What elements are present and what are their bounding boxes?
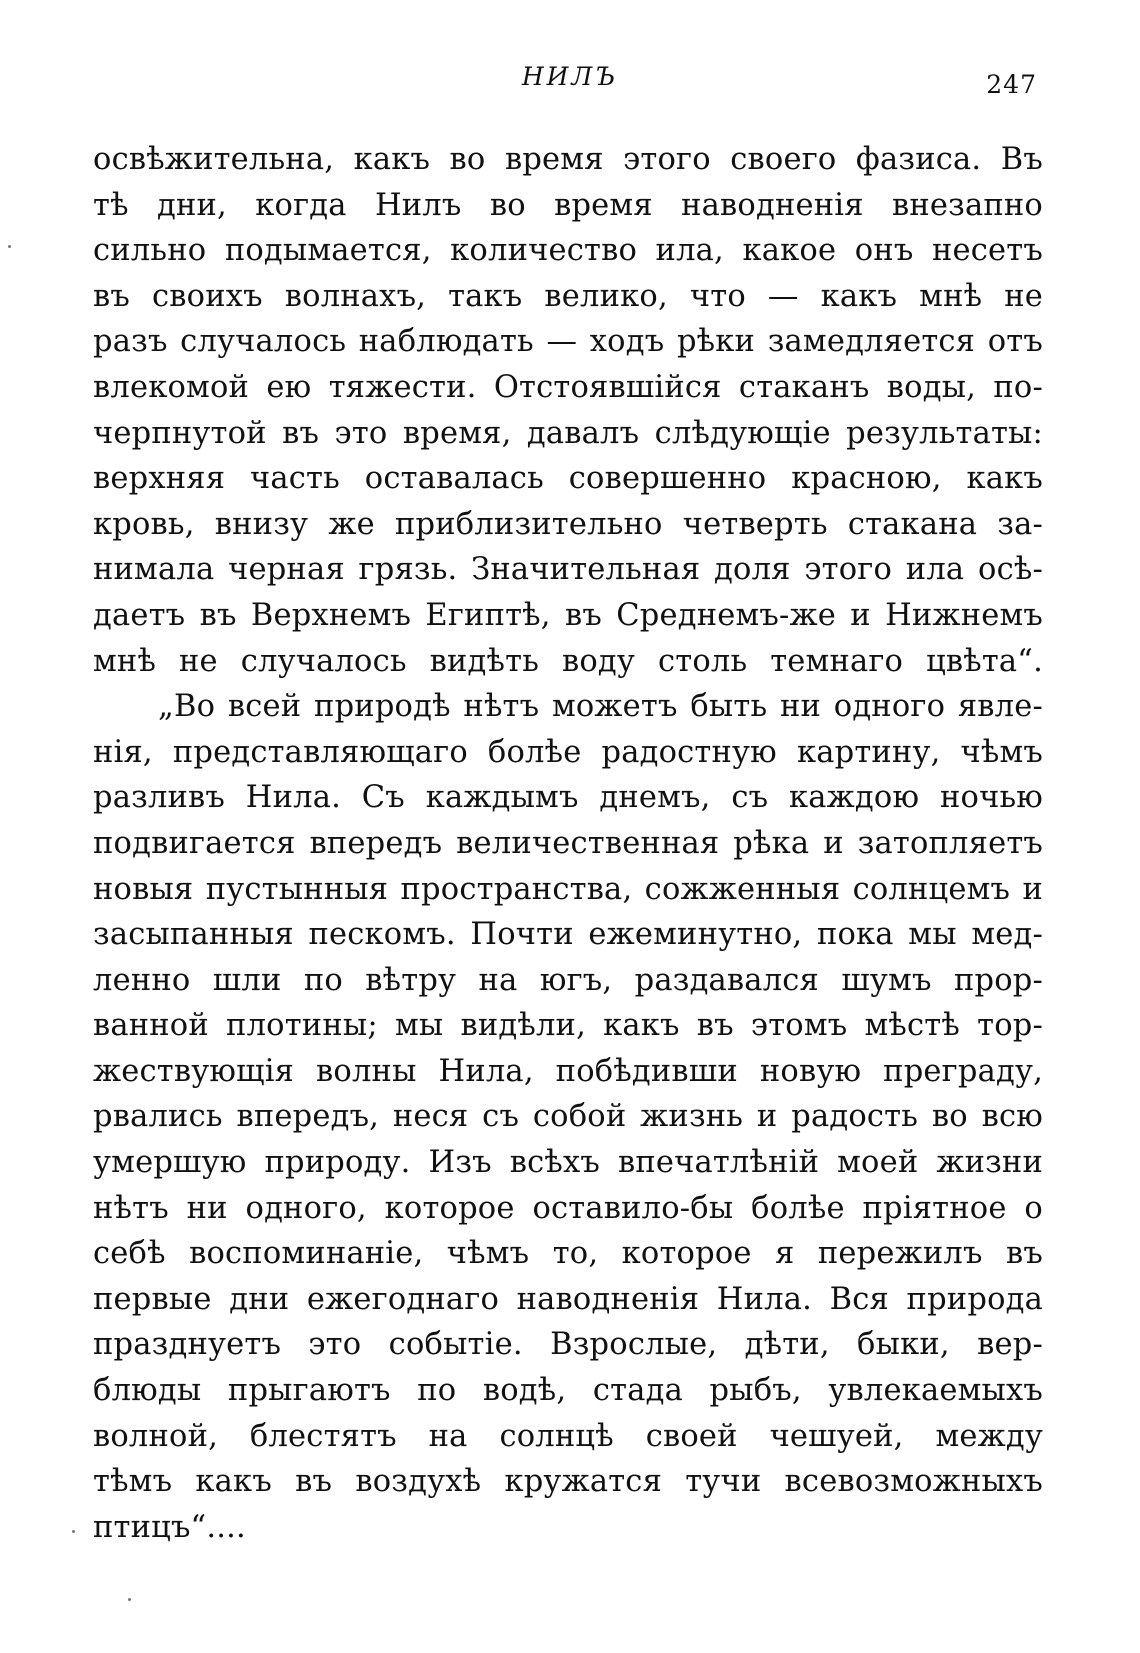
text-line: рвались впередъ, неся съ собой жизнь и радость во всю (93, 1099, 1043, 1135)
text-line: освѣжительна, какъ во время этого своего фазиса. Въ (93, 142, 1043, 177)
text-line: ванной плотины; мы видѣли, какъ въ этомъ мѣстѣ тор- (93, 1008, 1043, 1044)
text-line: блюды прыгаютъ по водѣ, стада рыбъ, увлекаемыхъ (93, 1373, 1043, 1409)
text-line: подвигается впередъ величественная рѣка и затопляетъ (93, 825, 1043, 861)
running-head (0, 62, 1140, 102)
text-line: себѣ воспоминаніе, чѣмъ то, которое я пережилъ въ (93, 1236, 1043, 1272)
text-line: тѣмъ какъ въ воздухѣ кружатся тучи всевозможныхъ (93, 1464, 1043, 1500)
text-line: нѣтъ ни одного, которое оставило-бы болѣе пріятное о (93, 1190, 1043, 1226)
running-title: НИЛЪ (521, 62, 619, 91)
text-line: разливъ Нила. Съ каждымъ днемъ, съ каждою ночью (93, 780, 1043, 816)
text-line: жествующія волны Нила, побѣдивши новую преграду, (93, 1053, 1043, 1089)
text-line: нія, представляющаго болѣе радостную картину, чѣмъ (93, 734, 1043, 770)
text-line: мнѣ не случалось видѣть воду столь темнаго цвѣта“. (93, 643, 1043, 679)
text-line: празднуетъ это событіе. Взрослые, дѣти, быки, вер- (93, 1327, 1043, 1363)
page-number: 247 (986, 70, 1037, 99)
text-line: умершую природу. Изъ всѣхъ впечатлѣній моей жизни (93, 1145, 1043, 1181)
text-line-last: птицъ“.... (93, 1509, 246, 1545)
text-line: разъ случалось наблюдать — ходъ рѣки замедляется отъ (93, 324, 1043, 360)
text-line: даетъ въ Верхнемъ Египтѣ, въ Среднемъ-же и Нижнемъ (93, 597, 1043, 633)
text-line: въ своихъ волнахъ, такъ велико, что — какъ мнѣ не (93, 278, 1043, 314)
paper-speck (8, 245, 11, 248)
text-line: новыя пустынныя пространства, сожженныя солнцемъ и (93, 871, 1043, 907)
body-text (93, 137, 1043, 1550)
text-line: черпнутой въ это время, давалъ слѣдующіе результаты: (93, 415, 1043, 451)
text-line: первые дни ежегоднаго наводненія Нила. Вся природа (93, 1281, 1043, 1317)
paper-speck (128, 1598, 131, 1601)
text-line: нимала черная грязь. Значительная доля этого ила осѣ- (93, 552, 1043, 588)
text-line: сильно подымается, количество ила, какое онъ несетъ (93, 233, 1043, 269)
text-line: кровь, внизу же приблизительно четверть стакана за- (93, 506, 1043, 542)
paragraph-first-line: „Во всей природѣ нѣтъ можетъ быть ни одного явле- (158, 689, 1043, 725)
text-line: влекомой ею тяжести. Отстоявшійся стаканъ воды, по- (93, 369, 1043, 405)
text-line: волной, блестятъ на солнцѣ своей чешуей, между (93, 1418, 1043, 1454)
text-line: ленно шли по вѣтру на югъ, раздавался шумъ прор- (93, 962, 1043, 998)
text-line: засыпанныя пескомъ. Почти ежеминутно, пока мы мед- (93, 917, 1043, 953)
paper-speck (72, 1530, 75, 1533)
text-line: верхняя часть оставалась совершенно красною, какъ (93, 461, 1043, 497)
text-line: тѣ дни, когда Нилъ во время наводненія внезапно (93, 187, 1043, 223)
